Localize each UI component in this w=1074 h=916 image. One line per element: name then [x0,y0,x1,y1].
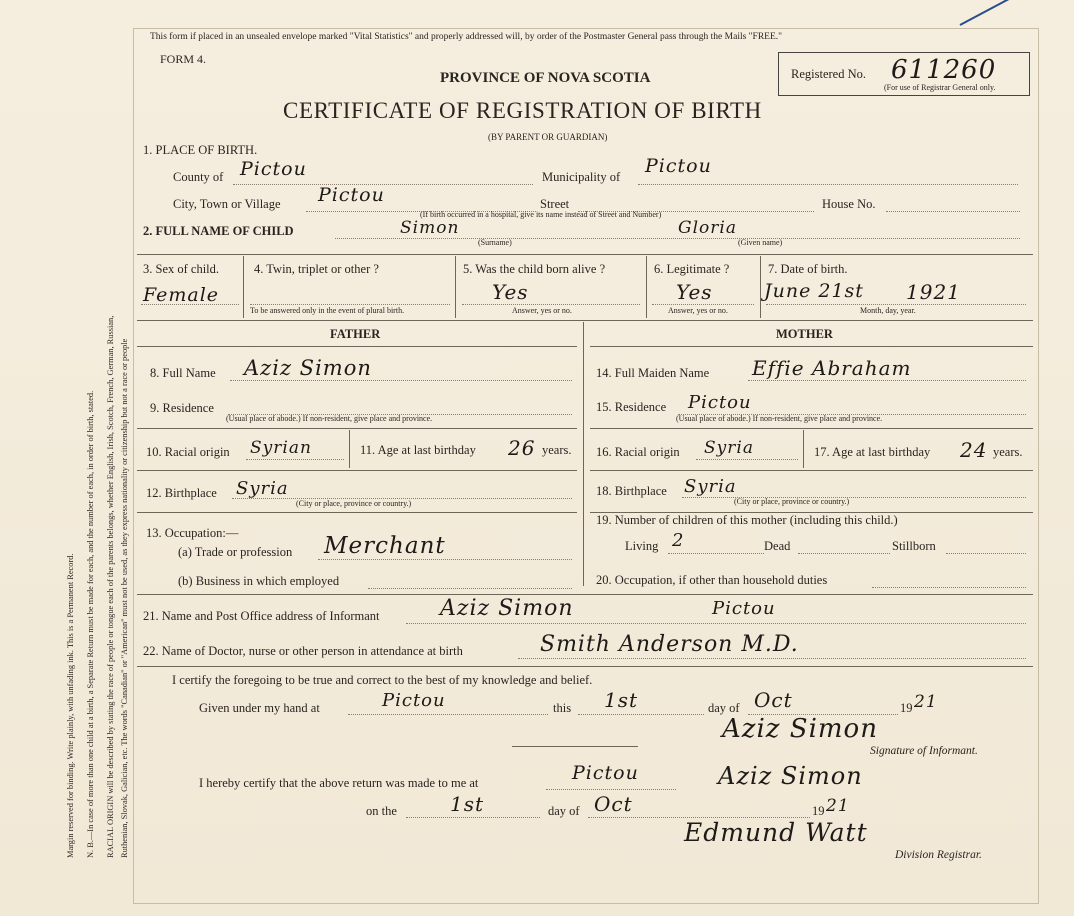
father-birthplace-value: Syria [236,478,289,499]
given-place-value: Pictou [382,690,446,711]
child-given-name: Gloria [678,218,737,238]
father-heading: FATHER [330,327,381,341]
mother-residence-label: 15. Residence [596,400,667,414]
mother-age-unit: years. [993,445,1023,459]
mother-age-label: 17. Age at last birthday [814,445,931,459]
given-name-caption: (Given name) [738,238,783,247]
mother-racial-value: Syria [704,438,754,458]
mother-birthplace-label: 18. Birthplace [596,484,667,498]
father-residence-label: 9. Residence [150,401,214,415]
father-birthplace-note: (City or place, province or country.) [296,499,412,508]
mother-residence-note: (Usual place of abode.) If non-resident, give place and province. [676,414,883,423]
mother-name-value: Effie Abraham [752,356,912,380]
father-trade-value: Merchant [324,533,446,559]
registered-number: 611260 [891,55,997,85]
certify-text: I certify the foregoing to be true and correct to the best of my knowledge and belief. [172,673,593,687]
given-year-value: 21 [914,692,938,712]
legitimate-note: Answer, yes or no. [668,306,728,315]
doctor-label: 22. Name of Doctor, nurse or other person in attendance at birth [143,644,463,658]
house-no-label: House No. [822,197,876,211]
mother-occupation-label: 20. Occupation, if other than household duties [596,573,828,587]
father-name-label: 8. Full Name [150,366,216,380]
registrar-day-of-label: day of [548,804,580,818]
registrar-caption: Division Registrar. [895,849,982,861]
father-name-value: Aziz Simon [244,356,372,380]
place-of-birth-heading: 1. PLACE OF BIRTH. [143,143,258,157]
doctor-value: Smith Anderson M.D. [540,632,799,657]
margin-line-2: N. B.—In case of more than one child at a birth, a Separate Return must be made for each, and the number of each, in order of birth, stated. [86,390,95,858]
margin-line-1: Margin reserved for binding. Write plainly, with unfading ink. This is a Permanent Record. [66,553,75,858]
twin-note: To be answered only in the event of plural birth. [250,306,405,315]
registrar-day-value: 1st [450,792,485,816]
stillborn-label: Stillborn [892,539,936,553]
informant-name-value: Aziz Simon [440,596,574,621]
registrar-only-note: (For use of Registrar General only. [884,83,996,92]
registrar-certify-text: I hereby certify that the above return was made to me at [199,776,479,790]
mother-residence-value: Pictou [688,392,752,413]
mother-racial-label: 16. Racial origin [596,445,680,459]
page-subtitle: (BY PARENT OR GUARDIAN) [488,132,608,142]
given-day-of-label: day of [708,701,740,715]
registration-box [778,52,1030,96]
sex-value: Female [143,284,220,306]
twin-label: 4. Twin, triplet or other ? [254,262,379,276]
sex-label: 3. Sex of child. [143,262,220,276]
registered-label: Registered No. [791,67,866,81]
province-title: PROVINCE OF NOVA SCOTIA [440,70,651,86]
mother-birthplace-note: (City or place, province or country.) [734,497,850,506]
mail-notice: This form if placed in an unsealed envelope marked "Vital Statistics" and properly addressed will, by order of the Postmaster General pass through the Mails "FREE." [150,32,783,42]
living-value: 2 [672,530,685,551]
father-racial-label: 10. Racial origin [146,445,230,459]
alive-label: 5. Was the child born alive ? [463,262,606,276]
given-day-value: 1st [604,688,639,712]
registrar-signature: Edmund Watt [684,818,868,847]
alive-value: Yes [492,280,529,304]
mother-birthplace-value: Syria [684,476,737,497]
father-age-unit: years. [542,443,572,457]
father-birthplace-label: 12. Birthplace [146,486,217,500]
children-count-label: 19. Number of children of this mother (including this child.) [596,513,898,527]
city-value: Pictou [318,184,385,206]
father-trade-label: (a) Trade or profession [178,545,293,559]
hospital-note: (If birth occurred in a hospital, give its name instead of Street and Number) [420,210,662,219]
informant-address-value: Pictou [712,598,776,619]
on-the-label: on the [366,804,397,818]
dead-label: Dead [764,539,791,553]
birth-date-note: Month, day, year. [860,306,916,315]
county-value: Pictou [240,158,307,180]
father-business-label: (b) Business in which employed [178,574,340,588]
birth-year-value: 1921 [906,280,961,304]
mother-heading: MOTHER [776,327,833,341]
city-label: City, Town or Village [173,197,281,211]
margin-line-4: Ruthenian, Slovak, Galician, etc. The words "Canadian" or "American" must not be used, as they express nationality or citizenship but not a race or people [120,338,129,858]
surname-caption: (Surname) [478,238,512,247]
county-label: County of [173,170,224,184]
father-occupation-label: 13. Occupation:— [146,526,239,540]
informant-signature-second: Aziz Simon [718,762,863,790]
alive-note: Answer, yes or no. [512,306,572,315]
registrar-year-value: 21 [826,796,850,816]
given-month-value: Oct [754,688,793,712]
father-age-value: 26 [508,436,536,460]
child-surname: Simon [400,218,460,238]
legitimate-label: 6. Legitimate ? [654,262,730,276]
registrar-month-value: Oct [594,792,633,816]
municipality-label: Municipality of [542,170,621,184]
street-label: Street [540,197,570,211]
this-label: this [553,701,572,715]
child-name-label: 2. FULL NAME OF CHILD [143,224,294,238]
mother-name-label: 14. Full Maiden Name [596,366,710,380]
mother-age-value: 24 [960,438,988,462]
living-label: Living [625,539,659,553]
informant-signature: Aziz Simon [722,714,878,744]
legitimate-value: Yes [676,280,713,304]
municipality-value: Pictou [645,155,712,177]
registrar-year-prefix: 19 [812,804,825,818]
pen-stroke [960,0,1030,26]
father-residence-note: (Usual place of abode.) If non-resident, give place and province. [226,414,433,423]
registrar-place-value: Pictou [572,762,639,784]
form-number: FORM 4. [160,52,207,66]
birth-date-value: June 21st [764,280,864,302]
informant-label: 21. Name and Post Office address of Informant [143,609,380,623]
page-title: CERTIFICATE OF REGISTRATION OF BIRTH [283,98,762,123]
given-under-label: Given under my hand at [199,701,320,715]
birth-date-label: 7. Date of birth. [768,262,848,276]
given-year-prefix: 19 [900,701,913,715]
father-racial-value: Syrian [250,438,312,458]
father-age-label: 11. Age at last birthday [360,443,476,457]
informant-signature-caption: Signature of Informant. [870,745,978,757]
margin-line-3: RACIAL ORIGIN will be described by stating the race of people or tongue each of the parents belongs, whether English, Irish, Scotch, French, German, Russian, [106,315,115,858]
